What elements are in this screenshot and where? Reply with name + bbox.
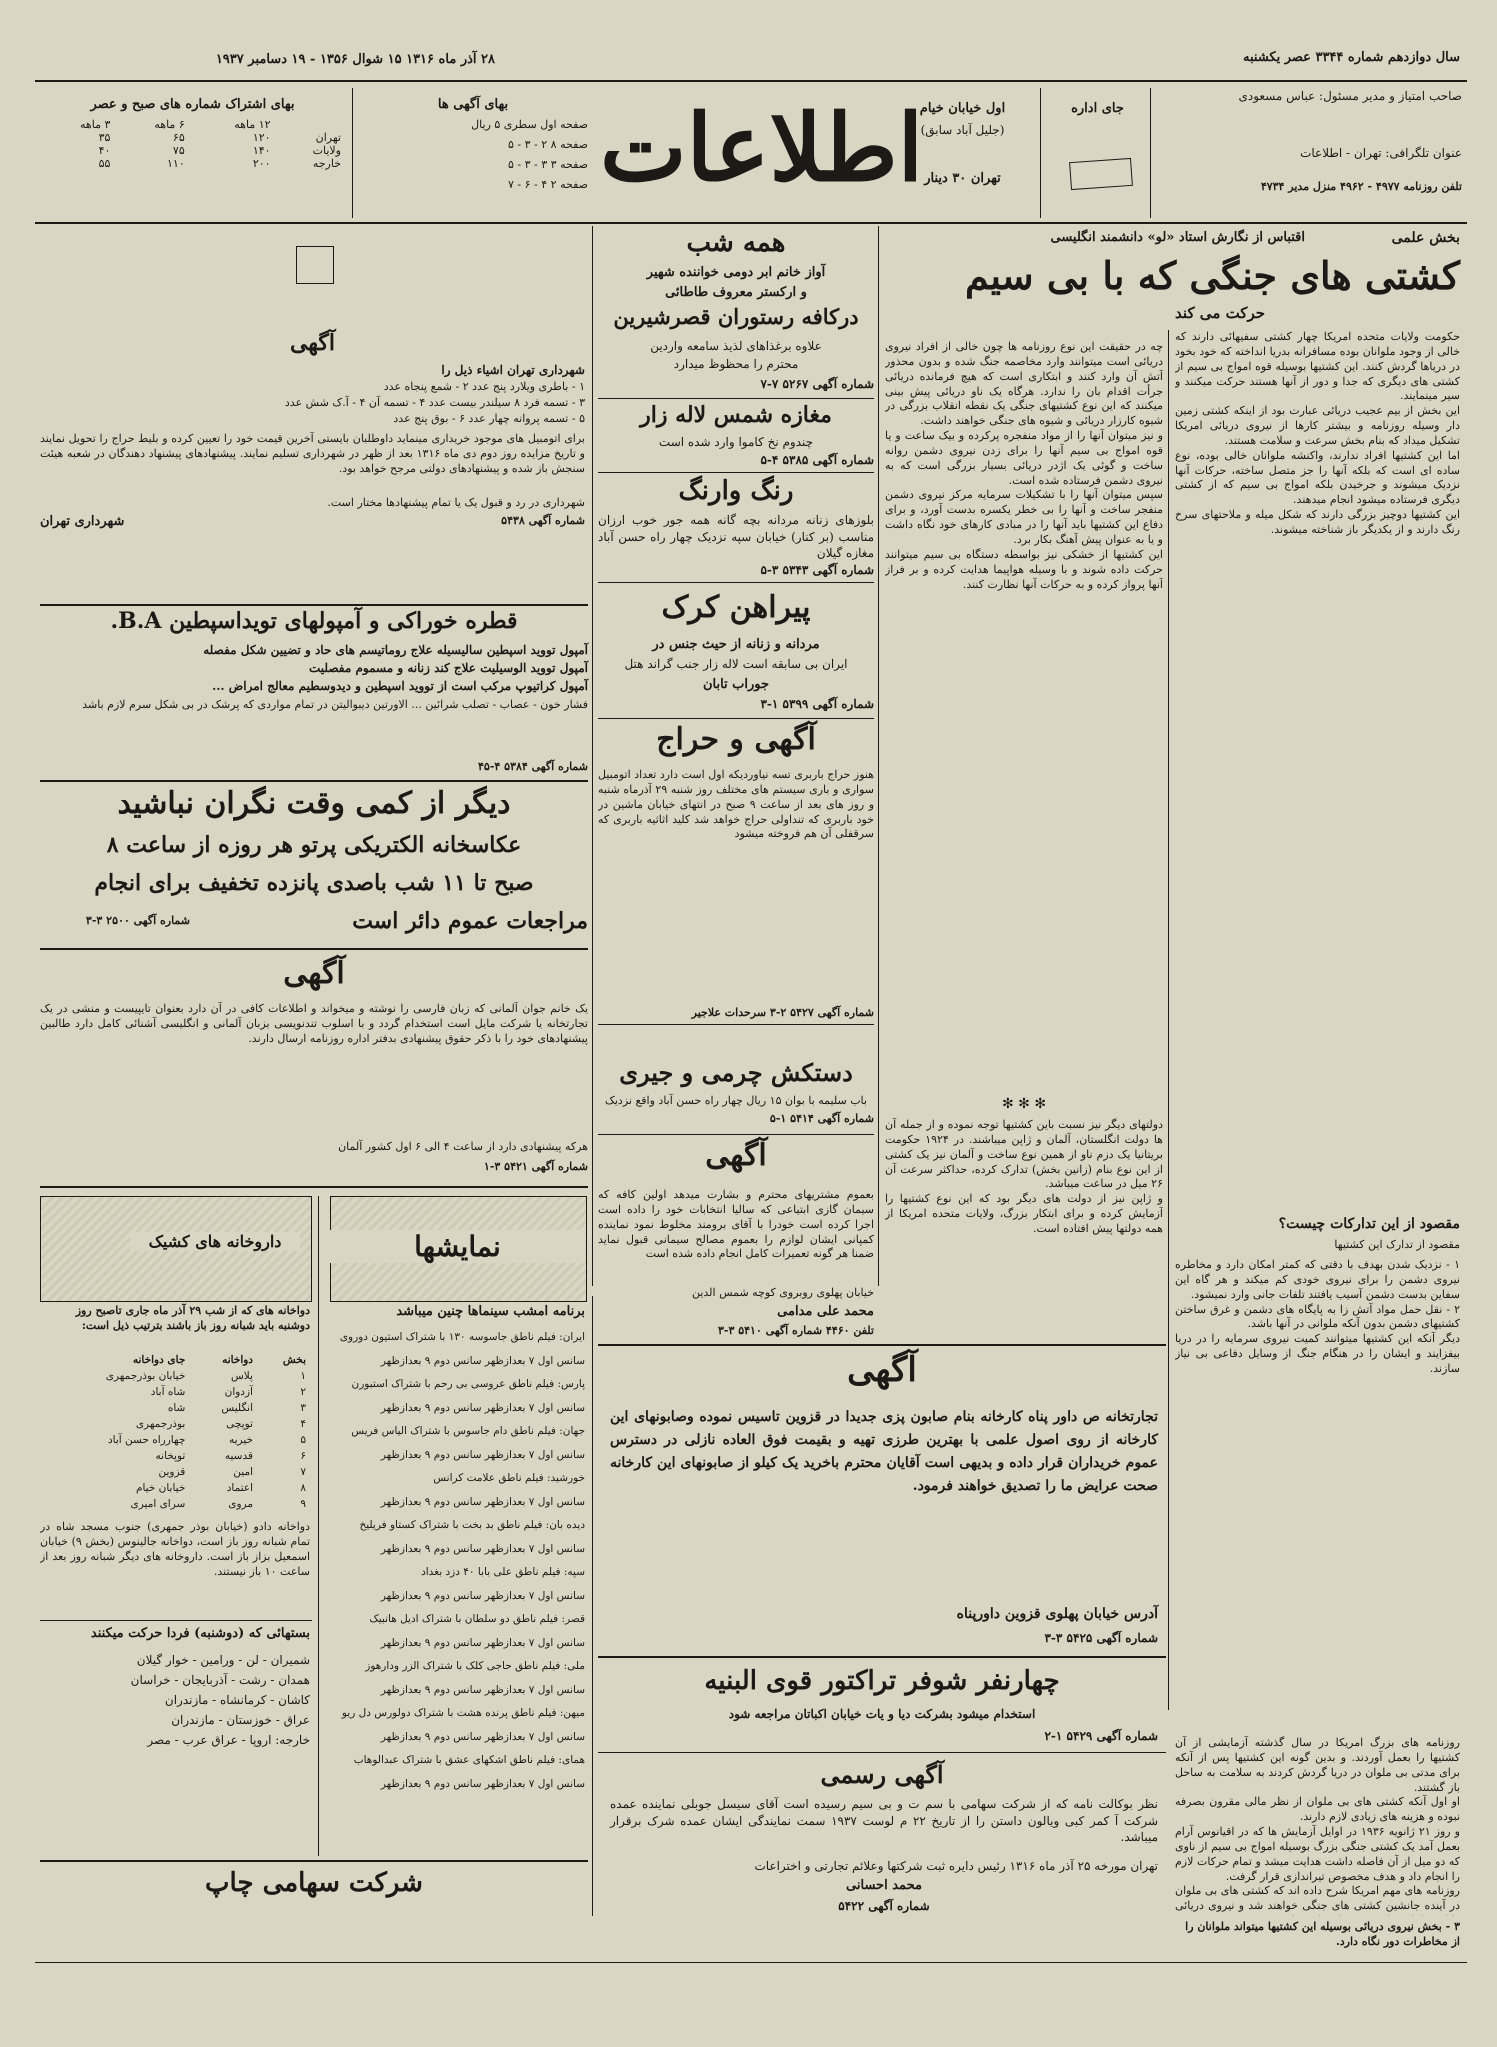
ad-rates-title: بهای آگهی ها bbox=[437, 97, 509, 112]
ad-code: شماره آگهی ۵۳۸۴ ۴-۴۵ bbox=[477, 760, 588, 773]
pirahan-line: ایران بی سابقه است لاله زار جنب گراند هتل bbox=[624, 657, 848, 671]
publisher-name: شرکت سهامی چاپ bbox=[205, 1868, 423, 1898]
shams-text: چندوم نخ کاموا وارد شده است bbox=[658, 435, 814, 449]
ad-code: شماره آگهی ۵۴۲۹ ۱-۲ bbox=[1044, 1729, 1158, 1743]
article-question-sub: مقصود از تدارک این کشتیها bbox=[1334, 1238, 1460, 1251]
ad-rate-1: صفحه ۸ ۲ - ۳ - ۵ bbox=[507, 138, 588, 151]
article-kicker: اقتباس از نگارش استاد «لو» دانشمند انگلیسی bbox=[1050, 230, 1305, 245]
german-text: یک خانم جوان آلمانی که زبان فارسی را نوشته و میخواند و اطلاعات کافی در آن دارد بعنوان تایپیست و منشی در یک تجارتخانه یا شرکت مایل است استخدام گردد و با اسلوب تندنویسی بزبان آلمانی و انگلیسی آشنائی کامل دارد طالبین پیشنهادهای خود را با ذکر حقوق پیشنهادی بدفتر اداره روزنامه ارسال دارند. bbox=[40, 1002, 588, 1045]
ad-rates-sub: صفحه اول سطری ۵ ریال bbox=[471, 118, 588, 131]
photo-headline: دیگر از کمی وقت نگران نباشید bbox=[117, 786, 511, 821]
emblem-icon bbox=[296, 246, 334, 284]
haraj-text: هنوز حراج باربری تسه نیاوردیکه اول است دارد تعداد اتومبیل سواری و باری سیستم های مختلف روز شنبه ۲۹ آذرماه شنبه و روز های بعد از ساعت ۹ صبح در انتهای خیابان ماشین در خود باربری که تنداولی حراج خواهد شد کلید اثاثیه باربری که سرقفلی آن هم فروخته میشود bbox=[598, 768, 874, 841]
pharmacy-intro: دواخانه های که از شب ۲۹ آذر ماه جاری تاصبح روز دوشنبه باید شبانه روز باز باشند بترتیب ذیل است: bbox=[75, 1304, 310, 1332]
masthead-rule bbox=[35, 222, 1467, 224]
pharmacy-note: دواخانه دادو (خیابان بوذر جمهری) جنوب مسجد شاه در تمام شبانه روز باز است، دواخانه جالینوس (بخش ۹) خیابان اسمعیل بزاز باز است. داروخانه های دیگر شبانه روز بعد از ساعت ۱۰ باز نیستند. bbox=[40, 1520, 310, 1578]
pharmacy-banner: داروخانه های کشیک bbox=[130, 1232, 300, 1251]
municipal-item: ۱ - باطری ویلارد پنج عدد ۲ - شمع پنجاه عدد bbox=[383, 380, 585, 393]
pharmacy-table: بخش دواخانه جای دواخانه ۱ پلاس خیابان بوذرجمهری ۲ آزدوان شاه آباد ۳ انگلیس شاه ۴ توپچی بوذرجمهری ۵ خیریه چهارراه حسن آباد ۶ قدسیه توپخانه ۷ امین قزوین ۸ اعتماد خیابان خیام ۹ مروی سرای امیری bbox=[105, 1354, 306, 1510]
photo-line: مراجعات عموم دائر است bbox=[352, 908, 588, 934]
tractor-title: چهارنفر شوفر تراکتور قوی البنیه bbox=[704, 1666, 1060, 1696]
cinema-program-title: برنامه امشب سینماها چنین میباشد bbox=[396, 1304, 585, 1319]
municipal-item: ۵ - تسمه پروانه چهار عدد ۶ - بوق پنج عدد bbox=[393, 412, 585, 425]
article-question: مقصود از این تدارکات چیست؟ bbox=[1278, 1216, 1460, 1232]
address-2: (جلیل آباد سابق) bbox=[920, 123, 1005, 137]
ad-code: شماره آگهی ۲۵۰۰ ۳-۳ bbox=[85, 914, 190, 927]
rasmi-date: تهران مورخه ۲۵ آذر ماه ۱۳۱۶ رئیس دایره ثبت شرکتها وعلائم تجارتی و اختراعات bbox=[754, 1859, 1158, 1873]
address-1: اول خیابان خیام bbox=[919, 101, 1006, 116]
newspaper-logo: اطلاعات bbox=[600, 94, 924, 202]
price: تهران ۳۰ دینار bbox=[924, 171, 1001, 186]
hame-shab-title: همه شب bbox=[686, 228, 786, 258]
pirahan-title: پیراهن کرک bbox=[661, 590, 811, 625]
german-addr: هرکه پیشنهادی دارد از ساعت ۴ الی ۶ اول کشور آلمان bbox=[338, 1140, 588, 1153]
cinema-banner: نمایشها bbox=[330, 1230, 585, 1263]
article-col-left-end: ۳ - بخش نیروی دریائی بوسیله این کشتیها میتواند ملوانان را از مخاطرات دور نگاه دارد. bbox=[1185, 1920, 1460, 1948]
ad-code: شماره آگهی ۵۴۳۸ bbox=[501, 514, 585, 527]
closed-title: بستهائی که (دوشنبه) فردا حرکت میکنند bbox=[90, 1626, 310, 1641]
hame-shab-line: علاوه برغذاهای لذیذ سامعه واردین bbox=[650, 339, 822, 353]
hame-shab-line: و ارکستر معروف طاطائی bbox=[665, 285, 807, 300]
tractor-text: استخدام میشود بشرکت دیا و یات خیابان اکباتان مراجعه شود bbox=[728, 1707, 1036, 1721]
agahi2-name: محمد علی مدامی bbox=[777, 1304, 874, 1319]
hame-shab-venue: درکافه رستوران قصرشیرین bbox=[613, 304, 859, 329]
agahi2-text: بعموم مشتریهای محترم و بشارت میدهد اولین کافه که سیمان گازی ابتیاعی که سالیا انتخابات خود را داده است اجرا کرده است خودرا با آقای برومند مخلوط نمود نماینده کمپانی ایشان لوازم را بعموم مصالح سیمانی قبول نماید ضمنا هر گونه تعمیرات کامل انجام داده شده است bbox=[598, 1188, 874, 1261]
rang-title: رنگ وارنگ bbox=[678, 476, 794, 506]
photo-line: عکاسخانه الکتریکی پرتو هر روزه از ساعت ۸ bbox=[106, 832, 522, 858]
closed-list: شمیران - لن - ورامین - خوار گیلان همدان - رشت - آذربایجان - خراسان کاشان - کرمانشاه - مازندران عراق - خوزستان - مازندران خارجه: اروپا - عراق عرب - مصر bbox=[130, 1653, 310, 1747]
municipal-intro: شهرداری تهران اشیاء ذیل را bbox=[441, 363, 585, 377]
rang-text: بلوزهای زنانه مردانه بچه گانه همه جور خوب ارزان مناسب (بر کنار) خیابان سپه نزدیک چهار راه حسن آباد مغازه گیلان bbox=[598, 513, 874, 561]
municipal-sign: شهرداری تهران bbox=[40, 514, 125, 529]
soap-addr: آدرس خیابان پهلوی قزوین داورپناه bbox=[956, 1606, 1158, 1622]
german-title: آگهی bbox=[283, 956, 345, 991]
issue-info: سال دوازدهم شماره ۳۳۴۴ عصر یکشنبه bbox=[1243, 50, 1460, 65]
issue-date: ۲۸ آذر ماه ۱۳۱۶ ۱۵ شوال ۱۳۵۶ - ۱۹ دسامبر ۱۹۳۷ bbox=[215, 52, 495, 67]
haraj-title: آگهی و حراج bbox=[656, 722, 816, 757]
drops-line: فشار خون - عصاب - تصلب شرائین ... الاورتین دیبوالیتن در تمام مواردی که پرشک در بی شکل سرم لازم باشد bbox=[82, 698, 588, 711]
article-col-mid: چه در حقیقت این نوع روزنامه ها چون خالی از افراد نیروی دریائی است میتوانند وارد مخاصمه جنگ شده و بدون محذور آتش آن وارد کنند و ابتکاری است که هیچ فرمانده دریائی جرأت اقدام بان را ندارد. هرگاه یک ناو دریائی پیش بینی میکنند که این نوع کشتیهای جنگی یک نقطه انقلاب بزرگی در شیوه کارزار دریائی و شیوه های جنگی خواهند داشت. و نیز میتوان آنها را از مواد منفجره پرکرده و بیک ساعت و یا قوه امواج بی سیم آنها را برای زدن نیروی دشمن روانه ساخت و گوئی یک اژدر دریائی بسیار بزرگی است که به نیروی دشمن فرستاده شده است. سپس میتوان آنها را با تشکیلات سرمایه مرکز نیروی دشمن منفجر ساخت و آنها را بی خطر یکسره بدست آورد، و برای دفاع این کشتیها باید آنها را در مبادی کارهای خود نگاه داشت و یا به عنوان پیش آهنگ بکار برد. این کشتیها از خشکی نیز بواسطه دستگاه بی سیم میتوانند حرکت داده شوند و با وسیله هواپیما هدایت کرده و بر فراز آنها پرواز کرده و به حرکات آنها نظارت کنند. bbox=[885, 340, 1163, 591]
ad-code: شماره آگهی ۵۴۲۱ ۳-۱ bbox=[483, 1160, 588, 1173]
soap-title: آگهی bbox=[847, 1350, 917, 1390]
soap-text: تجارتخانه ص داور پناه کارخانه بنام صابون پزی جدیدا در قزوین تاسیس نموده وصابونهای این کارخانه از روی اصول علمی با بهترین طرزی تهیه و بقیمت فوق العاده نازلی در دسترس عموم خریداران قرار داده و بدیهی است آقایان محترم باخرید یک کیلو از صابونهای این کارخانه صحت عرایض ما را تصدیق خواهند فرمود. bbox=[610, 1409, 1158, 1494]
telegraph-line: عنوان تلگرافی: تهران - اطلاعات bbox=[1300, 146, 1462, 160]
pirahan-line: جوراب تابان bbox=[702, 677, 770, 692]
subs-table: ۱۲ ماهه ۶ ماهه ۳ ماهه تهران ۱۲۰ ۶۵ ۳۵ ولایات ۱۴۰ ۷۵ ۴۰ خارجه ۲۰۰ ۱۱۰ ۵۵ bbox=[80, 118, 341, 170]
office-stamp-icon bbox=[1069, 158, 1133, 190]
hame-shab-line: آواز خانم ابر دومی خواننده شهیر bbox=[646, 265, 826, 280]
subs-title: بهای اشتراک شماره های صبح و عصر bbox=[90, 97, 295, 112]
ad-code: شماره آگهی ۵۴۲۷ ۲-۳ سرحدات علاجیر bbox=[691, 1006, 874, 1019]
ad-code: شماره آگهی ۵۳۹۹ ۱-۳ bbox=[760, 697, 874, 711]
agahi2-sign: خیابان پهلوی روبروی کوچه شمس الدین bbox=[691, 1286, 874, 1299]
municipal-text: برای اتومبیل های موجود خریداری مینماید داوطلبان بایستی آخرین قیمت خود را تعیین کرده و بلیط حراج را تحویل نمایند و تاریخ مزایده روز دوم دی ماه ۱۳۱۶ بعد از ظهر در شهرداری تسلیم نمایند. پیشنهادهای پیشنهاد دهندگان در شعبه هیئت سنجش باز شده و پیشنهادهای دولتی مرجح خواهد بود. bbox=[40, 432, 585, 475]
section-label: بخش علمی bbox=[1391, 230, 1460, 246]
dastkesh-text: باب سلیمه با بوان ۱۵ ریال چهار راه حسن آباد واقع نزدیک bbox=[605, 1094, 867, 1107]
article-sub-para: دولتهای دیگر نیز نسبت باین کشتیها توجه نموده و از جمله آن ها دولت انگلستان، آلمان و ژاپن میباشند. در ۱۹۲۴ حکومت بریتانیا یک دزم ناو از همین نوع ساخت و آلمان نیز یک کشتی از این نوع بنام (زانین بخش) تدارک کرده، حداکثر سرعت آن ۲۶ میل در ساعت میباشد. و ژاپن نیز از دولت های دیگر بود که این نوع کشتیها را آزمایش کرده و برای ابتکار بزرگ، ولایات متحده امریکا از همه دولتها پیش افتاده است. bbox=[885, 1118, 1163, 1235]
dastkesh-title: دستکش چرمی و جیری bbox=[619, 1058, 853, 1087]
ad-rate-2: صفحه ۳ ۳ - ۳ - ۵ bbox=[507, 158, 588, 171]
article-subhead: حرکت می کند bbox=[1175, 304, 1265, 322]
rasmi-title: آگهی رسمی bbox=[820, 1760, 944, 1789]
municipal-title: آگهی bbox=[289, 330, 336, 356]
article-headline: کشتی های جنگی که با بی سیم bbox=[965, 253, 1460, 298]
rasmi-sign: محمد احسانی bbox=[846, 1878, 922, 1893]
drops-line: آمپول تووید الوسیلیت علاج کند زنانه و مسموم مفصلیت bbox=[309, 661, 588, 675]
ad-rate-3: صفحه ۲ ۴ - ۶ - ۷ bbox=[507, 178, 588, 191]
shams-title: مغازه شمس لاله زار bbox=[640, 402, 832, 428]
office-label: جای اداره bbox=[1071, 101, 1124, 116]
municipal-item: ۳ - تسمه فرد ۸ سیلندر بیست عدد ۴ - تسمه آن ۴ - آ.ک شش عدد bbox=[284, 396, 585, 409]
drops-title: قطره خوراکی و آمپولهای تویداسپطین B.A. bbox=[110, 608, 518, 634]
ad-code: شماره آگهی ۵۴۲۲ bbox=[838, 1899, 930, 1913]
phones-line: تلفن روزنامه ۴۹۷۷ - ۴۹۶۲ منزل مدیر ۴۷۳۴ bbox=[1260, 180, 1462, 193]
owner-line: صاحب امتیاز و مدیر مسئول: عباس مسعودی bbox=[1238, 89, 1462, 103]
photo-line: صبح تا ۱۱ شب باصدی پانزده تخفیف برای انجام bbox=[94, 870, 534, 896]
cinema-program: ایران: فیلم ناطق جاسوسه ۱۳۰ با شتراک استیون دوروی سانس اول ۷ بعدازظهر سانس دوم ۹ بعدازظهر پارس: فیلم ناطق عروسی بی رحم با شتراک استبورن سانس اول ۷ بعدازظهر سانس دوم ۹ بعدازظهر جهان: فیلم ناطق دام جاسوس با شتراک الیاس فریس سانس اول ۷ بعدازظهر سانس دوم ۹ بعدازظهر خورشید: فیلم ناطق علامت کرانس سانس اول ۷ بعدازظهر سانس دوم ۹ بعدازظهر دیده بان: فیلم ناطق بد بخت با شتراک کستاو فریلیخ سانس اول ۷ بعدازظهر سانس دوم ۹ بعدازظهر سپه: فیلم ناطق علی بابا ۴۰ دزد بغداد سانس اول ۷ بعدازظهر سانس دوم ۹ بعدازظهر قصر: فیلم ناطق دو سلطان با شتراک ادیل هانبیک سانس اول ۷ بعدازظهر سانس دوم ۹ بعدازظهر ملی: فیلم ناطق حاجی کلک با شتراک الزر ودارهوز سانس اول ۷ بعدازظهر سانس دوم ۹ بعدازظهر میهن: فیلم ناطق پرنده هشت با شتراک دولورس دل ریو سانس اول ۷ بعدازظهر سانس دوم ۹ بعدازظهر همای: فیلم ناطق اشکهای عشق با شتراک عبدالوهاب سانس اول ۷ بعدازظهر سانس دوم ۹ بعدازظهر bbox=[339, 1331, 585, 1790]
ad-code: شماره آگهی ۵۳۸۵ ۴-۵ bbox=[760, 453, 874, 467]
article-col-right: حکومت ولایات متحده امریکا چهار کشتی سفیهائی دارند که خالی از وجود ملوانان بوده مسافرانه بدریا انداخته که خود بخود در دریاها گردش کنند. این کشتیها بوسیله قوه امواج بی سیم از کشتی های دیگری که جدا و دور از آنها هستند حرکت میکنند و سیر مینمایند. این بخش از بیم عجیب دریائی عبارت بود از اینکه کشتی زمین دار وسیله روزنامه و بیشتر کارها از نیروی دریائی امریکا تشکیل میداد که بنام بخش سرعت و سلامت هستند. اما این کشتیها افراد ندارند، واکنشه ملوانان خالی بوده، نوع ساده ای است که بلکه آنها را جز متصل ساخته، حرکات آنها نزدیک میشوند و جرخیدن بلکه امواج بی سیم که از کشتی دیگری فرستاده میشود انجام میدهند. این کشتیها دوچیز بزرگی دارند که شکل میله و ملاحتهای سرخ رنگ دارند و از یکدیگر باز شناخته میشوند. bbox=[1175, 330, 1460, 536]
ad-code: شماره آگهی ۵۴۱۴ ۱-۵ bbox=[769, 1112, 874, 1125]
article-col-left: روزنامه های بزرگ امریکا در سال گذشته آزمایشی از آن کشتیها را بعمل آوردند. و بدین گونه این کشتیها پس از آنکه برای مدتی بی ملوان در دریا گردش کردند به سلامت به ساحل باز گشتند. او اول آنکه کشتی های بی ملوان از نظر مالی مقرون بصرفه نبوده و هزینه های زیادی لازم دارند. و روز ۲۱ ژانویه ۱۹۳۶ در اوایل آزمایش ها که در اقیانوس آرام بعمل آمد یک کشتی جنگی بزرگ بوسیله امواج بی سیم از ناوی که دو میل از آن فاصله داشت هدایت میشد و تمام حرکات لازم را انجام داد و هدف مخصوص تیراندازی قرار گرفت. روزنامه های مهم امریکا شرح داده اند که کشتی های بی ملوان در آینده جانشین کشتی های جنگی خواهند شد و نیروی دریائی bbox=[1175, 1736, 1460, 1913]
article-question-text: ۱ - نزدیک شدن بهدف با دقتی که کمتر امکان دارد و مخاطره نیروی دشمن را برای نیروی خودی کم میکند و هر گاه این سفاین بدست دشمن آسیب یافتند تلفات جانی وارد نمیشود. ۲ - نقل حمل مواد آتش زا به پایگاه های دشمن و غرق ساختن کشتیهای دشمن بدون آنکه ملوانی در آنها باشد. دیگر آنکه این کشتیها میتوانند کمیت نیروی سرمایه را در دریا بیفزایند و ایشان را در هنگام جنگ از وسایل دفاعی بی نیاز سازند. bbox=[1175, 1258, 1460, 1375]
rasmi-text: نظر بوکالت نامه که از شرکت سهامی با سم ت و بی سیم رسیده است آقای سیسل جوبلی نماینده عمده شرکت آ کمر کبی ویالون داستن را از تاریخ ۲۲ م لوست ۱۹۳۷ سمت نمایندگی ایشان عمده شرک برقرار میباشد. bbox=[610, 1797, 1158, 1845]
ad-code: شماره آگهی ۵۳۴۳ ۳-۵ bbox=[760, 563, 874, 577]
pirahan-line: مردانه و زنانه از حیث جنس در bbox=[652, 637, 820, 652]
ad-code: شماره آگهی ۵۴۲۵ ۳-۳ bbox=[1044, 1631, 1158, 1645]
separator-stars-icon: ✻ ✻ ✻ bbox=[1001, 1096, 1047, 1112]
agahi2-title: آگهی bbox=[705, 1138, 767, 1173]
drops-line: آمپول کراتیوپ مرکب است از تووید اسپطین و دیدوسطیم معالج امراض ... bbox=[212, 679, 588, 693]
drops-line: آمپول تووید اسپطین سالیسیله علاج روماتیسم های حاد و تضیین شکل مفصله bbox=[203, 643, 588, 657]
ad-code: شماره آگهی ۵۲۶۷ ۷-۷ bbox=[760, 377, 874, 391]
municipal-note: شهرداری در رد و قبول یک یا تمام پیشنهادها مختار است. bbox=[327, 496, 585, 509]
ad-code: تلفن ۴۴۶۰ شماره آگهی ۵۴۱۰ ۳-۳ bbox=[717, 1324, 874, 1337]
hame-shab-line: محترم را محظوظ میدارد bbox=[673, 357, 799, 371]
